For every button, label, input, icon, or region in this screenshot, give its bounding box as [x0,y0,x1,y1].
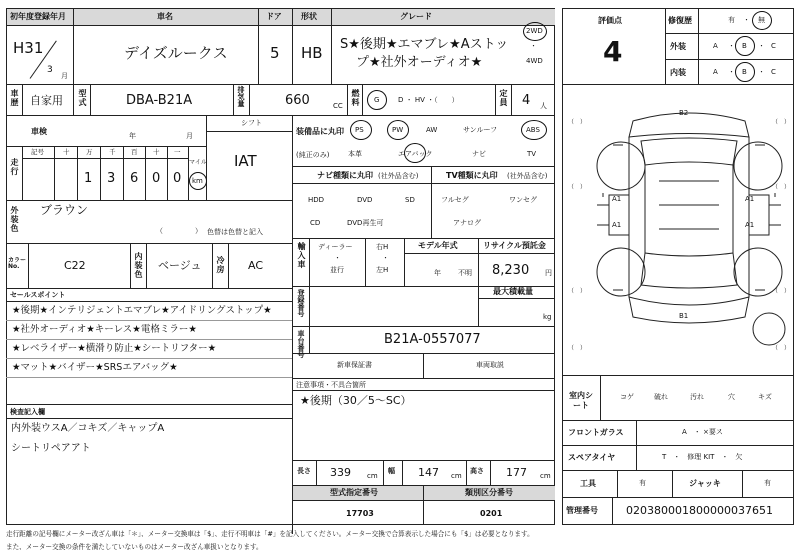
mileage-digit: 1 [84,171,93,186]
seat-condition-item: 破れ [654,393,668,401]
sales-point-line: ★社外オーディオ★キーレス★電格ミラー★ [12,324,197,335]
fuel-options: D ・ HV ・（ ） [398,96,459,104]
inspector-line-1: 内外装ウスA／コキズ／キャップA [11,423,165,434]
import-dealer: ディーラー [318,243,353,251]
displacement-label: 排気量 [237,86,245,107]
max-load-label: 最大積載量 [493,287,533,296]
nav-type-item: SD [405,196,415,204]
management-no: 020380001800000037651 [626,504,773,517]
displacement-unit: CC [333,102,343,110]
tv-title: TV種類に丸印 [446,171,498,180]
chassis-no-label: 車台番号 [297,330,305,358]
tv-note: (社外品含む) [507,172,548,180]
color-no: C22 [64,259,86,272]
import-right: 右H [376,243,389,251]
equipment-sublabel: (純正のみ) [296,151,330,159]
equipment-label: 装備品に丸印 [296,127,344,136]
mileage-unit-label: 万 [86,148,93,156]
equipment-item: サンルーフ [463,126,498,134]
diagram-bracket: （ ） [772,184,791,191]
registration-month-unit: 月 [61,72,68,80]
color-no-label: カラーNo. [8,257,27,270]
class-number: 0201 [480,509,503,518]
front-glass-label: フロントガラス [568,428,624,437]
mileage-digit: 3 [107,171,116,186]
front-glass: A ・ ×要ス [682,428,723,436]
import-left: 左H [376,266,389,274]
nav-type-item: CD [310,219,321,227]
length-label: 長さ [297,467,311,475]
diagram-bracket: （ ） [568,288,587,295]
drive-4wd: 4WD [526,57,543,65]
interior-dot-2: ・ [758,68,765,76]
usage-label: 車歴 [10,89,19,107]
interior-color-label: 内装色 [134,252,143,279]
jack: 有 [764,479,771,487]
fuel-label: 燃料 [351,89,360,107]
interior-grade-label: 内装 [670,68,686,77]
diagram-mark-a1-front-left: A1 [612,195,622,203]
registration-month: 3 [47,65,53,75]
repair-history-label: 修復歴 [668,16,692,25]
ac: AC [248,259,264,272]
nav-type-item: DVD再生可 [347,219,384,227]
exterior-a: A [713,42,718,50]
doors: 5 [270,44,280,62]
length-unit: cm [367,472,378,480]
shape-label: 形状 [301,12,317,21]
shift: IAT [234,152,257,170]
ac-label: 冷房 [216,256,225,274]
door-label: ドア [266,12,282,21]
diagram-bracket: （ ） [568,184,587,191]
tv-type-item: アナログ [453,219,481,227]
mileage-unit-label: 一 [174,148,181,156]
capacity-unit: 人 [540,102,547,110]
model-year-unit: 年 [434,269,441,277]
tv-type-item: ワンセグ [509,196,537,204]
seat-condition-item: コゲ [620,393,634,401]
length: 339 [330,466,351,479]
max-load-unit: kg [543,313,552,321]
interior-color: ベージュ [158,259,202,272]
first-registration-label: 初年度登録年月 [10,12,66,21]
model-year-unknown: 不明 [458,269,472,277]
equipment-item: 本革 [348,150,362,158]
height: 177 [506,466,527,479]
width-unit: cm [451,472,462,480]
height-unit: cm [540,472,551,480]
car-name: デイズルークス [124,44,228,62]
km-label: km [192,177,203,185]
tools-label: 工具 [580,479,596,488]
sales-point-line: ★マット★バイザー★SRSエアバッグ★ [12,362,178,373]
mileage-digit: 0 [152,171,161,186]
mileage-digit: 0 [173,171,182,186]
mileage-unit-label: 十 [153,148,160,156]
interior-c: C [771,68,776,76]
grade-line-1: S★後期★エマブレ★Aストッ [340,37,509,52]
width: 147 [418,466,439,479]
inspector-line-2: シートリペアアト [11,443,91,454]
grade-label: グレード [400,12,432,21]
car-name-label: 車名 [157,12,173,21]
seat-condition-item: 穴 [728,393,735,401]
chassis-no: B21A-0557077 [384,332,481,347]
repair-dot: ・ [743,16,750,24]
mileage-label: 走行 [10,158,19,176]
import-dot-2: ・ [382,254,389,262]
spare-tire-label: スペアタイヤ [568,453,616,462]
footer-note-2: また、メーター交換の条件を満たしていないものはメーター改ざん車扱いとなります。 [6,543,263,551]
diagram-bracket: （ ） [568,345,587,352]
diagram-bracket: （ ） [772,345,791,352]
repair-no: 無 [758,16,765,24]
diagram-bracket: （ ） [568,119,587,126]
import-dot-1: ・ [334,254,341,262]
repair-yes: 有 [728,16,735,24]
sales-point-line: ★レベライザー★横滑り防止★シートリフター★ [12,343,217,354]
inspector-label: 検査記入欄 [10,408,45,416]
seat-label: 室内シート [569,391,593,411]
usage: 自家用 [30,94,63,107]
height-label: 高さ [470,467,484,475]
registration-era: H31 [13,39,44,57]
manual-label: 車両取説 [476,361,504,369]
exterior-dot-2: ・ [758,42,765,50]
equipment-item: ナビ [472,150,486,158]
tv-type-item: フルセグ [441,196,469,204]
recycle-label: リサイクル預託金 [483,241,546,250]
diagram-mark-a1-front-right: A1 [745,195,755,203]
mileage-unit-label: 記号 [31,148,44,156]
inspection-year: 年 [129,132,136,140]
diagram-bracket: （ ） [772,119,791,126]
equipment-item: TV [527,150,537,158]
mileage-unit-label: 千 [109,148,116,156]
grade-line-2: プ★社外オーディオ★ [356,55,483,70]
sales-point-line: ★後期★インテリジェントエマブレ★アイドリングストップ★ [12,305,272,316]
recycle-yen: 円 [545,269,552,277]
equipment-item: エアバック [398,150,433,158]
displacement: 660 [285,93,310,108]
equipment-item: AW [426,126,438,134]
exterior-grade-label: 外装 [670,42,686,51]
fuel-g: G [374,96,380,104]
notes: ★後期（30／5〜SC） [300,394,412,407]
nav-type-item: HDD [308,196,325,204]
diagram-mark-b2: B2 [679,109,689,117]
type-designation-no: 17703 [346,509,374,518]
capacity-label: 定員 [499,89,508,107]
equipment-item: PW [392,126,404,134]
exterior-b: B [742,42,747,50]
diagram-bracket: （ ） [772,288,791,295]
diagram-mark-a1-rear-right: A1 [745,221,755,229]
color-paren-left: （ [156,227,163,235]
car-diagram [563,85,793,375]
mileage-digit: 6 [130,171,139,186]
nav-note: (社外品含む) [378,172,419,180]
drive-separator: ・ [530,42,537,50]
import-parallel: 並行 [330,266,344,274]
jack-label: ジャッキ [689,479,721,488]
diagram-mark-b1: B1 [679,312,689,320]
shift-label: シフト [241,119,262,127]
management-no-label: 管理番号 [566,506,598,515]
mile-label: マイル [189,159,207,166]
exterior-c: C [771,42,776,50]
mileage-unit-label: 十 [63,148,70,156]
nav-title: ナビ種類に丸印 [317,171,373,180]
interior-a: A [713,68,718,76]
exterior-color: ブラウン [40,203,89,217]
model: DBA-B21A [126,93,193,108]
registration-no-label: 登録番号 [297,289,305,317]
notes-label: 注意事項・不具合箇所 [296,381,366,389]
color-change-note: 色替は色替と記入 [207,228,263,236]
inspection-label: 車検 [31,127,47,136]
type-designation-label: 型式指定番号 [330,488,378,497]
mileage-unit-label: 百 [131,148,138,156]
color-paren-right: ） [195,227,202,235]
equipment-item: ABS [526,126,540,134]
nav-type-item: DVD [357,196,373,204]
drive-2wd: 2WD [526,27,543,35]
model-label: 型式 [78,89,87,107]
sales-point-label: セールスポイント [10,291,66,299]
seat-condition-item: 汚れ [690,393,704,401]
tools: 有 [639,479,646,487]
spare-tire: T ・ 修理 KIT ・ 欠 [662,453,743,461]
seat-condition-item: キズ [758,393,772,401]
exterior-dot-1: ・ [728,42,735,50]
footer-note-1: 走行距離の記号欄にメーター改ざん車は「＊」、メーター交換車は「$」、走行不明車は「#」を記入してください。メーター交換で合算表示した場合にも「$」は必要となります。 [6,530,534,538]
model-year-label: モデル年式 [418,241,458,250]
exterior-color-label: 外装色 [10,206,19,233]
score-label: 評価点 [598,16,622,25]
warranty-label: 新車保証書 [337,361,372,369]
import-label: 輸入車 [297,242,306,269]
capacity: 4 [522,93,531,108]
shape: HB [301,44,323,62]
interior-dot-1: ・ [728,68,735,76]
width-label: 幅 [388,467,395,475]
score-value: 4 [603,35,623,68]
inspection-month: 月 [186,132,193,140]
interior-b: B [742,68,747,76]
recycle-amount: 8,230 [492,263,530,278]
equipment-item: PS [355,126,364,134]
class-number-label: 類別区分番号 [465,488,513,497]
diagram-mark-a1-rear-left: A1 [612,221,622,229]
